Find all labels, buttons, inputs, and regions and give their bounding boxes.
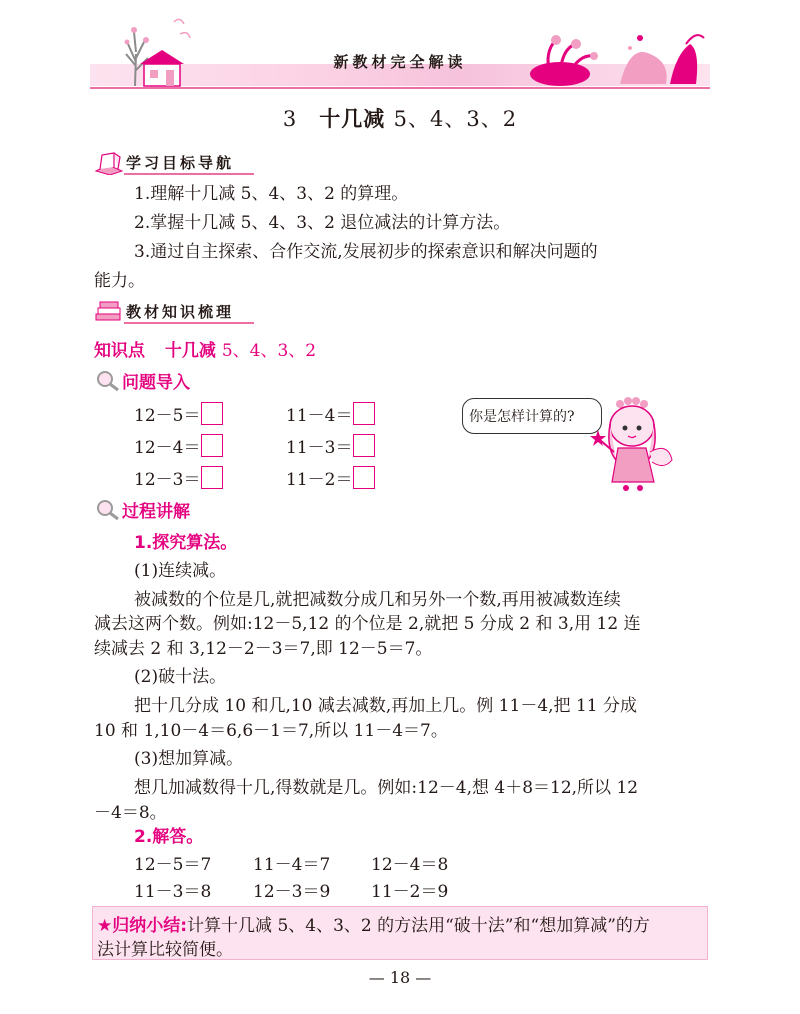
- knowledge-point-label: 知识点: [94, 341, 145, 361]
- intro-equation: 11－3＝: [286, 433, 375, 458]
- summary-box: [92, 906, 708, 960]
- plants-illustration: [520, 14, 710, 88]
- knowledge-point-title: 十几减: [164, 341, 216, 361]
- method-text: 把十几分成 10 和几,10 减去减数,再加上几。例 11－4,把 11 分成: [134, 696, 637, 716]
- summary-line: [97, 911, 650, 936]
- method-text: －4＝8。: [94, 803, 167, 823]
- summary-text: 计算十几减 5、4、3、2 的方法用“破十法”和“想加算减”的方: [187, 916, 650, 936]
- method-heading: (2)破十法。: [134, 667, 227, 687]
- answer-box[interactable]: [201, 466, 223, 489]
- knowledge-heading-underline: [124, 322, 254, 324]
- intro-equation: 11－4＝: [286, 401, 375, 426]
- summary-line: 法计算比较简便。: [97, 940, 233, 960]
- answer-box[interactable]: [353, 434, 375, 457]
- answer-box[interactable]: [201, 402, 223, 425]
- objectives-heading-underline: [124, 173, 254, 175]
- process-heading: [96, 497, 236, 521]
- books-icon: [94, 300, 124, 324]
- knowledge-point: [94, 336, 316, 361]
- method-text: 被减数的个位是几,就把减数分成几和另外一个数,再用被减数连续: [134, 590, 621, 610]
- method-text: 续减去 2 和 3,12－2－3＝7,即 12－5＝7。: [94, 639, 433, 659]
- answer: 11－2＝9: [371, 882, 449, 902]
- objectives-heading: [94, 151, 294, 175]
- method-text: 想几加减数得十几,得数就是几。例如:12－4,想 4＋8＝12,所以 12: [134, 778, 639, 798]
- method-text: 减去这两个数。例如:12－5,12 的个位是 2,就把 5 分成 2 和 3,用 12 连: [94, 614, 641, 634]
- page-number: — 18 —: [368, 968, 432, 987]
- answer-box[interactable]: [353, 402, 375, 425]
- answer-box[interactable]: [201, 434, 223, 457]
- step-heading: 1.探究算法。: [134, 533, 238, 553]
- answer: 11－4＝7: [253, 855, 331, 875]
- intro-equation: 12－4＝: [134, 433, 223, 458]
- intro-heading-label: 问题导入: [122, 373, 190, 393]
- step-heading: 2.解答。: [134, 827, 204, 847]
- objective-item: 2.掌握十几减 5、4、3、2 退位减法的计算方法。: [134, 213, 511, 233]
- method-heading: (3)想加算减。: [134, 749, 244, 769]
- knowledge-heading-label: 教材知识梳理: [126, 303, 235, 321]
- method-heading: (1)连续减。: [134, 561, 227, 581]
- lesson-number: 3: [282, 107, 298, 131]
- intro-equation: 11－2＝: [286, 465, 375, 490]
- objective-item: 能力。: [94, 271, 145, 291]
- header-title: 新教材完全解读: [333, 53, 467, 71]
- lesson-title: [0, 103, 800, 133]
- intro-equation: 12－3＝: [134, 465, 223, 490]
- knowledge-heading: [94, 300, 294, 324]
- answer: 12－3＝9: [253, 882, 331, 902]
- intro-equation: 12－5＝: [134, 401, 223, 426]
- summary-lead: ★归纳小结:: [97, 916, 188, 936]
- knowledge-point-numbers: 5、4、3、2: [221, 341, 317, 361]
- magnifier-icon: [96, 499, 120, 521]
- process-heading-label: 过程讲解: [122, 502, 190, 522]
- page-header: [90, 14, 710, 90]
- answer: 12－5＝7: [134, 855, 212, 875]
- objective-item: 3.通过自主探索、合作交流,发展初步的探索意识和解决问题的: [134, 242, 598, 262]
- fairy-girl-illustration: [590, 396, 676, 492]
- lesson-title-numbers: 5、4、3、2: [393, 107, 518, 131]
- navigation-book-icon: [94, 151, 124, 175]
- tree-house-illustration: [90, 14, 200, 88]
- magnifier-icon: [96, 370, 120, 392]
- method-text: 10 和 1,10－4＝6,6－1＝7,所以 11－4＝7。: [94, 721, 448, 741]
- answer: 11－3＝8: [134, 882, 212, 902]
- lesson-title-text: 十几减: [319, 106, 386, 131]
- answer: 12－4＝8: [371, 855, 449, 875]
- answer-box[interactable]: [353, 466, 375, 489]
- intro-heading: [96, 368, 236, 392]
- objectives-heading-label: 学习目标导航: [126, 154, 235, 172]
- speech-bubble-text: 你是怎样计算的?: [469, 409, 575, 425]
- objective-item: 1.理解十几减 5、4、3、2 的算理。: [134, 184, 409, 204]
- speech-bubble: [462, 398, 602, 434]
